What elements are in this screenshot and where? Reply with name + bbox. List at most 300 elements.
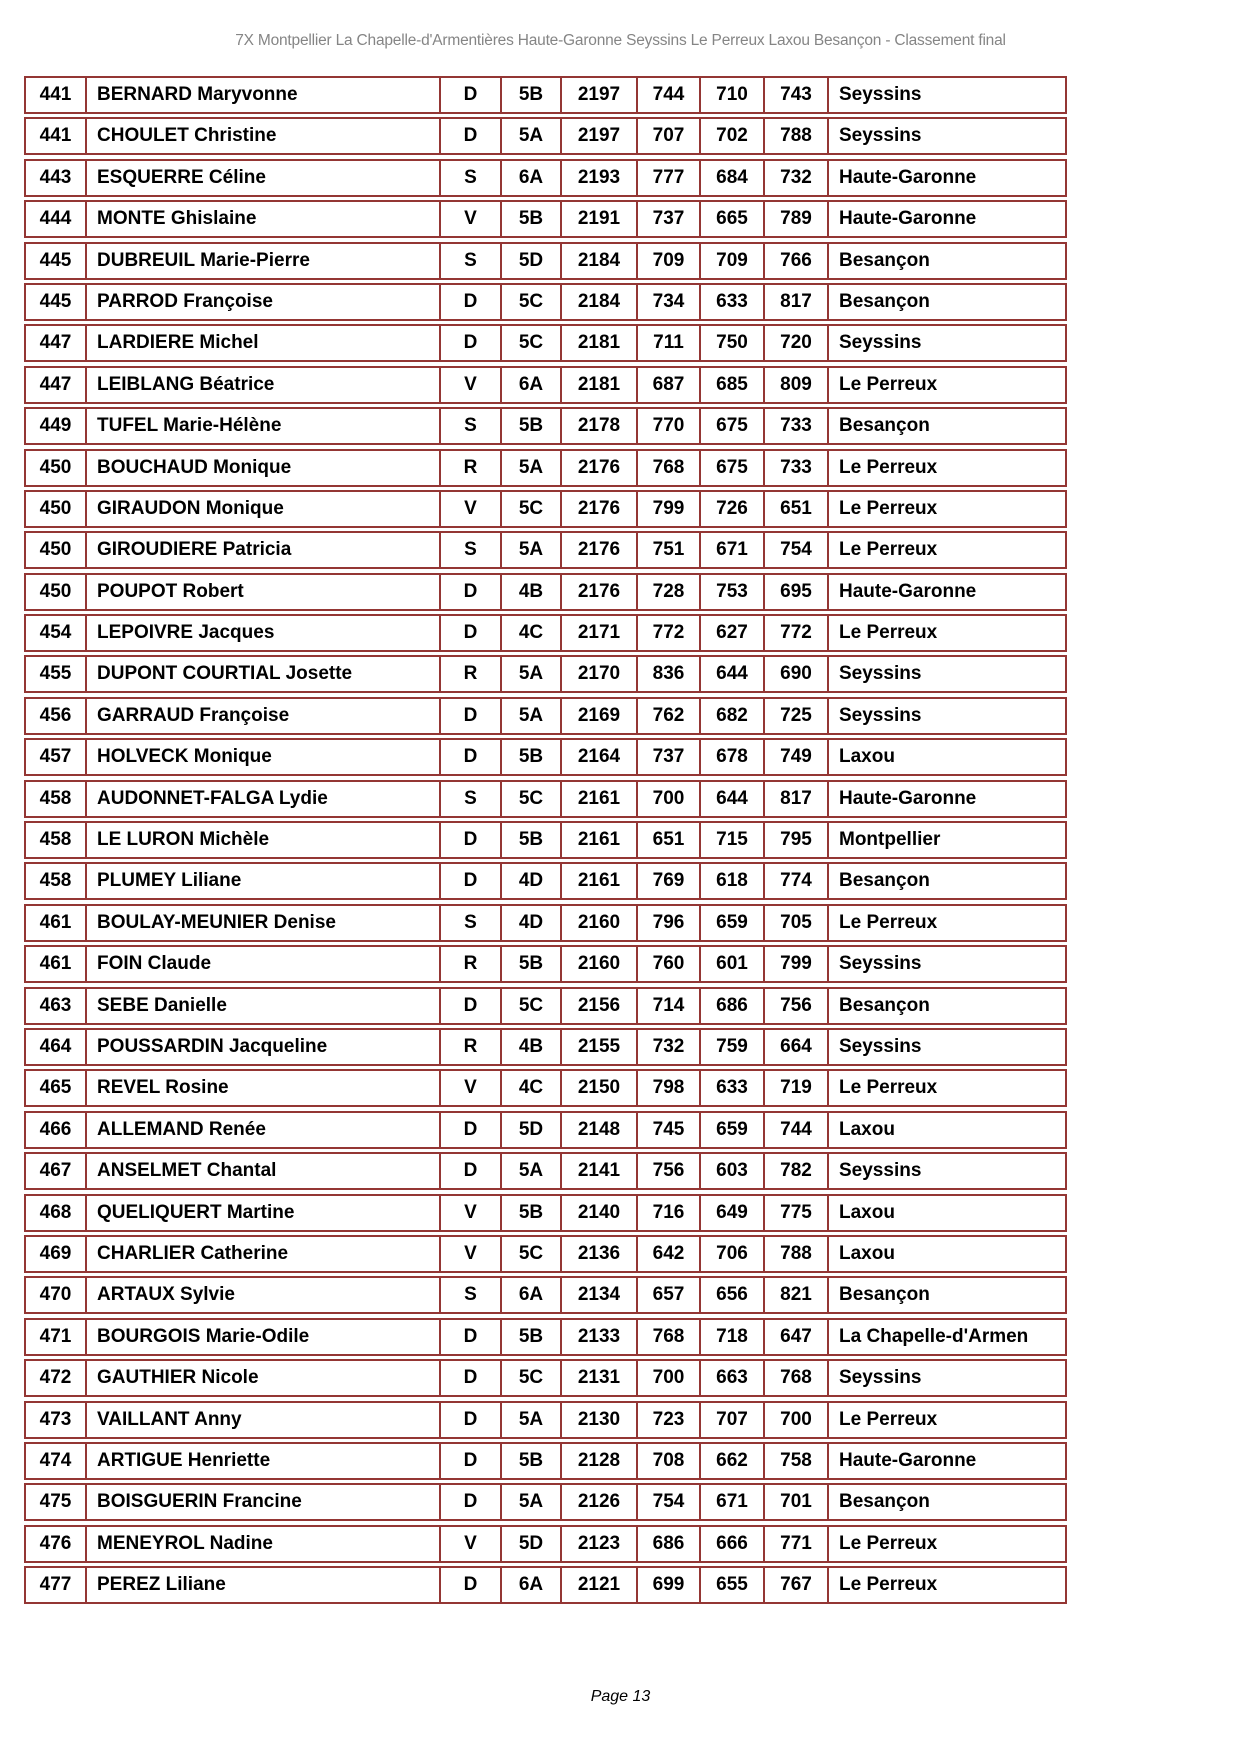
name-cell: LEPOIVRE Jacques bbox=[87, 614, 441, 652]
rank-cell: 470 bbox=[24, 1276, 87, 1314]
table-row bbox=[24, 655, 1067, 693]
score3-cell: 799 bbox=[765, 945, 829, 983]
table-row bbox=[24, 1525, 1067, 1563]
club-cell: Seyssins bbox=[829, 697, 1067, 735]
club-cell: Besançon bbox=[829, 1276, 1067, 1314]
table-row bbox=[24, 780, 1067, 818]
score3-cell: 756 bbox=[765, 987, 829, 1025]
score3-cell: 744 bbox=[765, 1111, 829, 1149]
club-cell: Seyssins bbox=[829, 655, 1067, 693]
total-cell: 2140 bbox=[562, 1194, 638, 1232]
category-cell: S bbox=[441, 159, 502, 197]
category-cell: V bbox=[441, 1235, 502, 1273]
series-cell: 5B bbox=[502, 1442, 562, 1480]
category-cell: R bbox=[441, 655, 502, 693]
score3-cell: 719 bbox=[765, 1069, 829, 1107]
total-cell: 2197 bbox=[562, 117, 638, 155]
name-cell: DUBREUIL Marie-Pierre bbox=[87, 242, 441, 280]
table-row bbox=[24, 324, 1067, 362]
club-cell: Le Perreux bbox=[829, 614, 1067, 652]
table-row bbox=[24, 862, 1067, 900]
series-cell: 5C bbox=[502, 987, 562, 1025]
score2-cell: 663 bbox=[701, 1359, 765, 1397]
table-row bbox=[24, 821, 1067, 859]
score1-cell: 799 bbox=[638, 490, 701, 528]
rank-cell: 441 bbox=[24, 76, 87, 114]
name-cell: GIROUDIERE Patricia bbox=[87, 531, 441, 569]
club-cell: Laxou bbox=[829, 1235, 1067, 1273]
score2-cell: 665 bbox=[701, 200, 765, 238]
rank-cell: 474 bbox=[24, 1442, 87, 1480]
score1-cell: 716 bbox=[638, 1194, 701, 1232]
club-cell: Le Perreux bbox=[829, 531, 1067, 569]
total-cell: 2169 bbox=[562, 697, 638, 735]
category-cell: V bbox=[441, 490, 502, 528]
total-cell: 2171 bbox=[562, 614, 638, 652]
total-cell: 2197 bbox=[562, 76, 638, 114]
score1-cell: 745 bbox=[638, 1111, 701, 1149]
category-cell: D bbox=[441, 821, 502, 859]
page-footer: Page 13 bbox=[590, 1688, 651, 1705]
score2-cell: 655 bbox=[701, 1566, 765, 1604]
total-cell: 2161 bbox=[562, 780, 638, 818]
name-cell: REVEL Rosine bbox=[87, 1069, 441, 1107]
category-cell: D bbox=[441, 987, 502, 1025]
score3-cell: 720 bbox=[765, 324, 829, 362]
category-cell: D bbox=[441, 1318, 502, 1356]
score2-cell: 659 bbox=[701, 1111, 765, 1149]
total-cell: 2161 bbox=[562, 862, 638, 900]
series-cell: 4D bbox=[502, 862, 562, 900]
series-cell: 5B bbox=[502, 200, 562, 238]
rank-cell: 466 bbox=[24, 1111, 87, 1149]
score1-cell: 754 bbox=[638, 1483, 701, 1521]
total-cell: 2176 bbox=[562, 490, 638, 528]
table-row bbox=[24, 449, 1067, 487]
series-cell: 5A bbox=[502, 1483, 562, 1521]
category-cell: D bbox=[441, 1442, 502, 1480]
rank-cell: 450 bbox=[24, 449, 87, 487]
name-cell: BOURGOIS Marie-Odile bbox=[87, 1318, 441, 1356]
score3-cell: 767 bbox=[765, 1566, 829, 1604]
club-cell: La Chapelle-d'Armen bbox=[829, 1318, 1067, 1356]
score2-cell: 718 bbox=[701, 1318, 765, 1356]
total-cell: 2156 bbox=[562, 987, 638, 1025]
score2-cell: 656 bbox=[701, 1276, 765, 1314]
score3-cell: 651 bbox=[765, 490, 829, 528]
score1-cell: 770 bbox=[638, 407, 701, 445]
category-cell: R bbox=[441, 1028, 502, 1066]
name-cell: BERNARD Maryvonne bbox=[87, 76, 441, 114]
score2-cell: 706 bbox=[701, 1235, 765, 1273]
score2-cell: 633 bbox=[701, 283, 765, 321]
table-row bbox=[24, 1069, 1067, 1107]
name-cell: VAILLANT Anny bbox=[87, 1401, 441, 1439]
page-title: 7X Montpellier La Chapelle-d'Armentières Haute-Garonne Seyssins Le Perreux Laxou Besançon - Classement final bbox=[235, 32, 1006, 49]
rank-cell: 468 bbox=[24, 1194, 87, 1232]
score2-cell: 710 bbox=[701, 76, 765, 114]
category-cell: S bbox=[441, 531, 502, 569]
score3-cell: 771 bbox=[765, 1525, 829, 1563]
rank-cell: 458 bbox=[24, 821, 87, 859]
score2-cell: 707 bbox=[701, 1401, 765, 1439]
name-cell: PLUMEY Liliane bbox=[87, 862, 441, 900]
name-cell: ESQUERRE Céline bbox=[87, 159, 441, 197]
score3-cell: 774 bbox=[765, 862, 829, 900]
score1-cell: 699 bbox=[638, 1566, 701, 1604]
category-cell: D bbox=[441, 324, 502, 362]
table-row bbox=[24, 1194, 1067, 1232]
name-cell: ARTIGUE Henriette bbox=[87, 1442, 441, 1480]
table-row bbox=[24, 159, 1067, 197]
table-row bbox=[24, 738, 1067, 776]
rank-cell: 458 bbox=[24, 862, 87, 900]
club-cell: Le Perreux bbox=[829, 1401, 1067, 1439]
club-cell: Seyssins bbox=[829, 1028, 1067, 1066]
rank-cell: 457 bbox=[24, 738, 87, 776]
series-cell: 5B bbox=[502, 1318, 562, 1356]
series-cell: 5C bbox=[502, 490, 562, 528]
table-row bbox=[24, 1152, 1067, 1190]
category-cell: D bbox=[441, 738, 502, 776]
score3-cell: 788 bbox=[765, 117, 829, 155]
category-cell: S bbox=[441, 780, 502, 818]
name-cell: LE LURON Michèle bbox=[87, 821, 441, 859]
rank-cell: 447 bbox=[24, 324, 87, 362]
series-cell: 6A bbox=[502, 366, 562, 404]
score2-cell: 649 bbox=[701, 1194, 765, 1232]
table-row bbox=[24, 697, 1067, 735]
name-cell: CHOULET Christine bbox=[87, 117, 441, 155]
score3-cell: 700 bbox=[765, 1401, 829, 1439]
series-cell: 6A bbox=[502, 159, 562, 197]
name-cell: MONTE Ghislaine bbox=[87, 200, 441, 238]
name-cell: ANSELMET Chantal bbox=[87, 1152, 441, 1190]
club-cell: Le Perreux bbox=[829, 449, 1067, 487]
series-cell: 5B bbox=[502, 821, 562, 859]
table-row bbox=[24, 531, 1067, 569]
score3-cell: 789 bbox=[765, 200, 829, 238]
series-cell: 5A bbox=[502, 1152, 562, 1190]
score1-cell: 798 bbox=[638, 1069, 701, 1107]
club-cell: Besançon bbox=[829, 407, 1067, 445]
score2-cell: 675 bbox=[701, 407, 765, 445]
score2-cell: 726 bbox=[701, 490, 765, 528]
category-cell: D bbox=[441, 1152, 502, 1190]
total-cell: 2176 bbox=[562, 531, 638, 569]
score2-cell: 682 bbox=[701, 697, 765, 735]
score3-cell: 725 bbox=[765, 697, 829, 735]
score1-cell: 769 bbox=[638, 862, 701, 900]
club-cell: Le Perreux bbox=[829, 1069, 1067, 1107]
club-cell: Haute-Garonne bbox=[829, 1442, 1067, 1480]
category-cell: R bbox=[441, 449, 502, 487]
club-cell: Haute-Garonne bbox=[829, 780, 1067, 818]
name-cell: SEBE Danielle bbox=[87, 987, 441, 1025]
name-cell: AUDONNET-FALGA Lydie bbox=[87, 780, 441, 818]
series-cell: 5D bbox=[502, 242, 562, 280]
series-cell: 5A bbox=[502, 1401, 562, 1439]
category-cell: S bbox=[441, 904, 502, 942]
name-cell: QUELIQUERT Martine bbox=[87, 1194, 441, 1232]
club-cell: Seyssins bbox=[829, 76, 1067, 114]
category-cell: D bbox=[441, 1483, 502, 1521]
total-cell: 2181 bbox=[562, 324, 638, 362]
series-cell: 4B bbox=[502, 573, 562, 611]
score2-cell: 750 bbox=[701, 324, 765, 362]
club-cell: Haute-Garonne bbox=[829, 200, 1067, 238]
score3-cell: 647 bbox=[765, 1318, 829, 1356]
score3-cell: 754 bbox=[765, 531, 829, 569]
table-row bbox=[24, 117, 1067, 155]
total-cell: 2184 bbox=[562, 283, 638, 321]
score3-cell: 821 bbox=[765, 1276, 829, 1314]
score1-cell: 700 bbox=[638, 780, 701, 818]
score3-cell: 743 bbox=[765, 76, 829, 114]
score1-cell: 744 bbox=[638, 76, 701, 114]
series-cell: 4D bbox=[502, 904, 562, 942]
series-cell: 5B bbox=[502, 1194, 562, 1232]
rank-cell: 445 bbox=[24, 242, 87, 280]
rank-cell: 455 bbox=[24, 655, 87, 693]
table-row bbox=[24, 1318, 1067, 1356]
total-cell: 2170 bbox=[562, 655, 638, 693]
table-row bbox=[24, 1235, 1067, 1273]
rank-cell: 471 bbox=[24, 1318, 87, 1356]
score3-cell: 695 bbox=[765, 573, 829, 611]
score2-cell: 709 bbox=[701, 242, 765, 280]
name-cell: POUSSARDIN Jacqueline bbox=[87, 1028, 441, 1066]
score2-cell: 633 bbox=[701, 1069, 765, 1107]
name-cell: HOLVECK Monique bbox=[87, 738, 441, 776]
category-cell: D bbox=[441, 697, 502, 735]
score2-cell: 759 bbox=[701, 1028, 765, 1066]
score3-cell: 782 bbox=[765, 1152, 829, 1190]
category-cell: D bbox=[441, 1401, 502, 1439]
club-cell: Seyssins bbox=[829, 324, 1067, 362]
total-cell: 2178 bbox=[562, 407, 638, 445]
series-cell: 5B bbox=[502, 76, 562, 114]
score2-cell: 601 bbox=[701, 945, 765, 983]
score1-cell: 709 bbox=[638, 242, 701, 280]
category-cell: S bbox=[441, 1276, 502, 1314]
club-cell: Haute-Garonne bbox=[829, 159, 1067, 197]
series-cell: 5C bbox=[502, 324, 562, 362]
score1-cell: 836 bbox=[638, 655, 701, 693]
score2-cell: 686 bbox=[701, 987, 765, 1025]
table-row bbox=[24, 945, 1067, 983]
rank-cell: 456 bbox=[24, 697, 87, 735]
total-cell: 2160 bbox=[562, 945, 638, 983]
score1-cell: 751 bbox=[638, 531, 701, 569]
series-cell: 4C bbox=[502, 614, 562, 652]
score1-cell: 732 bbox=[638, 1028, 701, 1066]
score2-cell: 603 bbox=[701, 1152, 765, 1190]
score2-cell: 753 bbox=[701, 573, 765, 611]
category-cell: D bbox=[441, 283, 502, 321]
club-cell: Seyssins bbox=[829, 1152, 1067, 1190]
score1-cell: 796 bbox=[638, 904, 701, 942]
name-cell: BOISGUERIN Francine bbox=[87, 1483, 441, 1521]
score1-cell: 657 bbox=[638, 1276, 701, 1314]
score3-cell: 701 bbox=[765, 1483, 829, 1521]
rank-cell: 472 bbox=[24, 1359, 87, 1397]
table-row bbox=[24, 1566, 1067, 1604]
table-row bbox=[24, 614, 1067, 652]
score1-cell: 777 bbox=[638, 159, 701, 197]
name-cell: LEIBLANG Béatrice bbox=[87, 366, 441, 404]
score2-cell: 702 bbox=[701, 117, 765, 155]
category-cell: V bbox=[441, 1194, 502, 1232]
total-cell: 2130 bbox=[562, 1401, 638, 1439]
series-cell: 5B bbox=[502, 738, 562, 776]
score3-cell: 817 bbox=[765, 283, 829, 321]
category-cell: D bbox=[441, 1111, 502, 1149]
club-cell: Montpellier bbox=[829, 821, 1067, 859]
club-cell: Laxou bbox=[829, 1194, 1067, 1232]
category-cell: D bbox=[441, 117, 502, 155]
club-cell: Laxou bbox=[829, 1111, 1067, 1149]
total-cell: 2193 bbox=[562, 159, 638, 197]
category-cell: D bbox=[441, 76, 502, 114]
rank-cell: 461 bbox=[24, 945, 87, 983]
total-cell: 2148 bbox=[562, 1111, 638, 1149]
score3-cell: 664 bbox=[765, 1028, 829, 1066]
rank-cell: 469 bbox=[24, 1235, 87, 1273]
score2-cell: 627 bbox=[701, 614, 765, 652]
total-cell: 2161 bbox=[562, 821, 638, 859]
category-cell: S bbox=[441, 407, 502, 445]
rank-cell: 461 bbox=[24, 904, 87, 942]
table-row bbox=[24, 242, 1067, 280]
series-cell: 5C bbox=[502, 283, 562, 321]
score1-cell: 708 bbox=[638, 1442, 701, 1480]
series-cell: 5A bbox=[502, 655, 562, 693]
club-cell: Seyssins bbox=[829, 945, 1067, 983]
table-row bbox=[24, 1111, 1067, 1149]
score3-cell: 795 bbox=[765, 821, 829, 859]
score2-cell: 659 bbox=[701, 904, 765, 942]
score1-cell: 737 bbox=[638, 200, 701, 238]
series-cell: 5B bbox=[502, 407, 562, 445]
rank-cell: 449 bbox=[24, 407, 87, 445]
category-cell: V bbox=[441, 200, 502, 238]
category-cell: V bbox=[441, 366, 502, 404]
rank-cell: 473 bbox=[24, 1401, 87, 1439]
total-cell: 2176 bbox=[562, 449, 638, 487]
rank-cell: 464 bbox=[24, 1028, 87, 1066]
category-cell: D bbox=[441, 573, 502, 611]
club-cell: Le Perreux bbox=[829, 904, 1067, 942]
rank-cell: 450 bbox=[24, 531, 87, 569]
rank-cell: 445 bbox=[24, 283, 87, 321]
total-cell: 2184 bbox=[562, 242, 638, 280]
name-cell: ARTAUX Sylvie bbox=[87, 1276, 441, 1314]
score3-cell: 775 bbox=[765, 1194, 829, 1232]
club-cell: Besançon bbox=[829, 862, 1067, 900]
table-row bbox=[24, 200, 1067, 238]
score3-cell: 733 bbox=[765, 449, 829, 487]
rank-cell: 444 bbox=[24, 200, 87, 238]
total-cell: 2123 bbox=[562, 1525, 638, 1563]
total-cell: 2133 bbox=[562, 1318, 638, 1356]
name-cell: FOIN Claude bbox=[87, 945, 441, 983]
score3-cell: 772 bbox=[765, 614, 829, 652]
score1-cell: 768 bbox=[638, 1318, 701, 1356]
score1-cell: 768 bbox=[638, 449, 701, 487]
score2-cell: 662 bbox=[701, 1442, 765, 1480]
rank-cell: 450 bbox=[24, 490, 87, 528]
score1-cell: 707 bbox=[638, 117, 701, 155]
series-cell: 5A bbox=[502, 449, 562, 487]
category-cell: S bbox=[441, 242, 502, 280]
club-cell: Laxou bbox=[829, 738, 1067, 776]
name-cell: DUPONT COURTIAL Josette bbox=[87, 655, 441, 693]
score1-cell: 723 bbox=[638, 1401, 701, 1439]
score3-cell: 809 bbox=[765, 366, 829, 404]
score1-cell: 714 bbox=[638, 987, 701, 1025]
rank-cell: 465 bbox=[24, 1069, 87, 1107]
total-cell: 2126 bbox=[562, 1483, 638, 1521]
series-cell: 5A bbox=[502, 697, 562, 735]
rank-cell: 477 bbox=[24, 1566, 87, 1604]
total-cell: 2191 bbox=[562, 200, 638, 238]
rank-cell: 443 bbox=[24, 159, 87, 197]
category-cell: V bbox=[441, 1525, 502, 1563]
score3-cell: 758 bbox=[765, 1442, 829, 1480]
club-cell: Le Perreux bbox=[829, 1525, 1067, 1563]
series-cell: 4B bbox=[502, 1028, 562, 1066]
score1-cell: 762 bbox=[638, 697, 701, 735]
score2-cell: 685 bbox=[701, 366, 765, 404]
table-row bbox=[24, 283, 1067, 321]
table-row bbox=[24, 366, 1067, 404]
table-row bbox=[24, 1401, 1067, 1439]
table-row bbox=[24, 904, 1067, 942]
total-cell: 2141 bbox=[562, 1152, 638, 1190]
rank-cell: 467 bbox=[24, 1152, 87, 1190]
club-cell: Le Perreux bbox=[829, 1566, 1067, 1604]
name-cell: LARDIERE Michel bbox=[87, 324, 441, 362]
name-cell: GARRAUD Françoise bbox=[87, 697, 441, 735]
score1-cell: 760 bbox=[638, 945, 701, 983]
table-row bbox=[24, 1276, 1067, 1314]
total-cell: 2176 bbox=[562, 573, 638, 611]
series-cell: 6A bbox=[502, 1566, 562, 1604]
table-row bbox=[24, 1359, 1067, 1397]
club-cell: Seyssins bbox=[829, 117, 1067, 155]
series-cell: 4C bbox=[502, 1069, 562, 1107]
name-cell: ALLEMAND Renée bbox=[87, 1111, 441, 1149]
table-row bbox=[24, 76, 1067, 114]
score1-cell: 711 bbox=[638, 324, 701, 362]
category-cell: R bbox=[441, 945, 502, 983]
rank-cell: 463 bbox=[24, 987, 87, 1025]
club-cell: Besançon bbox=[829, 242, 1067, 280]
score2-cell: 678 bbox=[701, 738, 765, 776]
rank-cell: 475 bbox=[24, 1483, 87, 1521]
score3-cell: 749 bbox=[765, 738, 829, 776]
name-cell: BOULAY-MEUNIER Denise bbox=[87, 904, 441, 942]
score1-cell: 651 bbox=[638, 821, 701, 859]
category-cell: V bbox=[441, 1069, 502, 1107]
name-cell: MENEYROL Nadine bbox=[87, 1525, 441, 1563]
score1-cell: 737 bbox=[638, 738, 701, 776]
name-cell: PEREZ Liliane bbox=[87, 1566, 441, 1604]
club-cell: Haute-Garonne bbox=[829, 573, 1067, 611]
score3-cell: 705 bbox=[765, 904, 829, 942]
score3-cell: 766 bbox=[765, 242, 829, 280]
